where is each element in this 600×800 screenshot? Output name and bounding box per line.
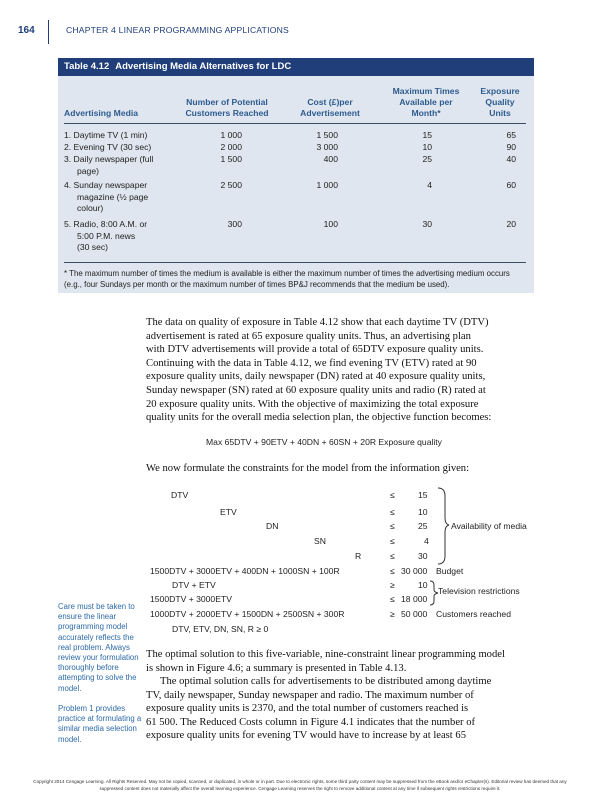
- tv-constraint-2-lhs: 1500DTV + 3000ETV: [150, 594, 232, 604]
- table-row: [64, 180, 148, 215]
- col-header-max: [378, 86, 474, 119]
- row-media: 4. Sunday newspaper: [64, 180, 148, 190]
- row-cost: 100: [323, 219, 338, 229]
- tv-constraint-2-op: ≤: [390, 594, 395, 604]
- row-max: 30: [422, 219, 432, 229]
- header-divider: [48, 20, 49, 44]
- constraint-op: ≤: [390, 507, 395, 517]
- row-media: 2. Evening TV (30 sec): [64, 142, 152, 152]
- constraint-lhs: R: [355, 551, 362, 561]
- customers-constraint-op: ≥: [390, 609, 395, 619]
- col-header-cost: [280, 97, 380, 119]
- tv-constraint-1-rhs: 10: [418, 580, 428, 590]
- row-customers: 1 000: [220, 130, 242, 140]
- row-media: 3. Daily newspaper (full: [64, 154, 154, 164]
- row-media-continued: colour): [77, 203, 104, 213]
- col-header-max-line1: Maximum Times: [392, 86, 460, 96]
- col-header-customers-line2: Customers Reached: [185, 108, 269, 118]
- col-header-customers-line1: Number of Potential: [186, 97, 268, 107]
- row-max: 4: [427, 180, 432, 190]
- col-header-customers: [172, 97, 282, 119]
- col-header-exposure-line3: Units: [489, 108, 511, 118]
- constraint-rhs: 10: [418, 507, 428, 517]
- row-exposure: 40: [506, 154, 516, 164]
- page-number: 164: [18, 25, 35, 36]
- table-row: [64, 219, 147, 254]
- row-customers: 2 500: [220, 180, 242, 190]
- constraint-lhs: SN: [314, 536, 326, 546]
- row-media-continued: (30 sec): [77, 242, 109, 252]
- row-exposure: 20: [506, 219, 516, 229]
- col-header-exposure-line1: Exposure: [480, 86, 520, 96]
- col-header-media: [64, 108, 174, 119]
- row-customers: 2 000: [220, 142, 242, 152]
- row-max: 25: [422, 154, 432, 164]
- table-row: [64, 142, 151, 154]
- row-exposure: 65: [506, 130, 516, 140]
- col-header-exposure: [468, 86, 532, 119]
- row-cost: 3 000: [316, 142, 338, 152]
- constraint-lhs: ETV: [220, 507, 237, 517]
- body-paragraph-4: The optimal solution calls for advertisements to be distributed among daytime TV, daily newspaper, Sunday newspaper and radio. The maximum number of exposure quality units is 2370, and the total number of customers reached is 61 500. The Reduced Costs column in Figure 4.1 indicates that the number of exposure quality units for evening TV would have to increase by at least 65: [146, 676, 492, 742]
- tv-constraint-1-op: ≥: [390, 580, 395, 590]
- col-header-cost-line2: Advertisement: [300, 108, 360, 118]
- row-media: 5. Radio, 8:00 A.M. or: [64, 219, 148, 229]
- nonnegativity-constraint: DTV, ETV, DN, SN, R ≥ 0: [172, 624, 269, 634]
- col-header-media-line: Advertising Media: [64, 108, 139, 118]
- tv-constraint-1-lhs: DTV + ETV: [172, 580, 216, 590]
- tv-constraint-2-rhs: 18 000: [401, 594, 428, 604]
- row-customers: 300: [227, 219, 242, 229]
- margin-note-2: Problem 1 provides practice at formulating a similar media selection model.: [58, 704, 142, 744]
- col-header-exposure-line2: Quality: [485, 97, 515, 107]
- objective-function: Max 65DTV + 90ETV + 40DN + 60SN + 20R Exposure quality: [206, 437, 442, 447]
- table-row: [64, 154, 153, 177]
- table-header-rule: [64, 123, 526, 124]
- row-max: 15: [422, 130, 432, 140]
- row-cost: 1 000: [316, 180, 338, 190]
- col-header-cost-line1: Cost (£)per: [307, 97, 353, 107]
- row-media: 1. Daytime TV (1 min): [64, 130, 148, 140]
- constraint-rhs: 15: [418, 490, 428, 500]
- row-exposure: 90: [506, 142, 516, 152]
- table-number: Table 4.12: [64, 61, 110, 72]
- customers-constraint-lhs: 1000DTV + 2000ETV + 1500DN + 2500SN + 300R: [150, 609, 345, 619]
- row-max: 10: [422, 142, 432, 152]
- row-exposure: 60: [506, 180, 516, 190]
- constraint-op: ≤: [390, 551, 395, 561]
- row-media-continued: 5:00 P.M. news: [77, 230, 136, 241]
- customers-label: Customers reached: [436, 609, 511, 619]
- chapter-heading: CHAPTER 4 LINEAR PROGRAMMING APPLICATIONS: [66, 25, 289, 35]
- budget-label: Budget: [436, 566, 464, 576]
- row-media-continued: page): [77, 165, 99, 176]
- constraint-rhs: 25: [418, 521, 428, 531]
- col-header-max-line3: Month*: [411, 108, 441, 118]
- table-footer-rule: [64, 262, 526, 263]
- copyright-notice: Copyright 2014 Cengage Learning. All Rights Reserved. May not be copied, scanned, or duplicated, in whole or in part. Due to electronic rights, some third party content may be suppressed from the eBook and/or eChapter(s). Editorial review has deemed that any suppressed content does not materially affect the overall learning experience. Cengage Learning reserves the right to remove additional content at any time if subsequent rights restrictions require it.: [33, 779, 567, 791]
- row-cost: 400: [323, 154, 338, 164]
- table-caption: [64, 61, 291, 72]
- customers-constraint-rhs: 50 000: [401, 609, 428, 619]
- margin-note-1: Care must be taken to ensure the linear programming model accurately reflects the real problem. Always review your formulation thoroughly before attempting to solve the model.: [58, 602, 139, 693]
- constraint-op: ≤: [390, 536, 395, 546]
- table-title: Advertising Media Alternatives for LDC: [115, 61, 292, 72]
- row-customers: 1 500: [220, 154, 242, 164]
- tv-restrictions-label: Television restrictions: [438, 586, 520, 596]
- constraint-rhs: 4: [424, 536, 429, 546]
- body-paragraph-3: The optimal solution to this five-variable, nine-constraint linear programming model is shown in Figure 4.6; a summary is presented in Table 4.13.: [146, 649, 505, 674]
- row-media-continued: magazine (½ page: [77, 191, 149, 202]
- budget-constraint-rhs: 30 000: [401, 566, 428, 576]
- col-header-max-line2: Available per: [399, 97, 453, 107]
- constraint-op: ≤: [390, 521, 395, 531]
- row-cost: 1 500: [316, 130, 338, 140]
- table-footnote: * The maximum number of times the medium is available is either the maximum number of times the advertising medium occurs (e.g., four Sundays per month or the maximum number of times BP&J recommends that the medium be used).: [64, 269, 510, 289]
- constraint-lhs: DTV: [171, 490, 189, 500]
- availability-brace: [436, 486, 450, 566]
- constraint-rhs: 30: [418, 551, 428, 561]
- budget-constraint-lhs: 1500DTV + 3000ETV + 400DN + 1000SN + 100R: [150, 566, 340, 576]
- table-row: [64, 130, 147, 142]
- budget-constraint-op: ≤: [390, 566, 395, 576]
- constraint-lhs: DN: [266, 521, 279, 531]
- availability-label: Availability of media: [451, 521, 527, 531]
- body-paragraph-2: We now formulate the constraints for the model from the information given:: [146, 463, 470, 474]
- body-paragraph-1: The data on quality of exposure in Table 4.12 show that each daytime TV (DTV) advertisement is rated at 65 exposure quality units. Thus, an advertising plan with DTV advertisements will provide a total of 65DTV exposure quality units. Continuing with the data in Table 4.12, we find evening TV (ETV) rated at 90 exposure quality units, daily newspaper (DN) rated at 40 exposure quality units, Sunday newspaper (SN) rated at 60 exposure quality units and radio (R) rated at 20 exposure quality units. With the objective of maximizing the total exposure quality units for the overall media selection plan, the objective function becomes:: [146, 317, 492, 424]
- constraint-op: ≤: [390, 490, 395, 500]
